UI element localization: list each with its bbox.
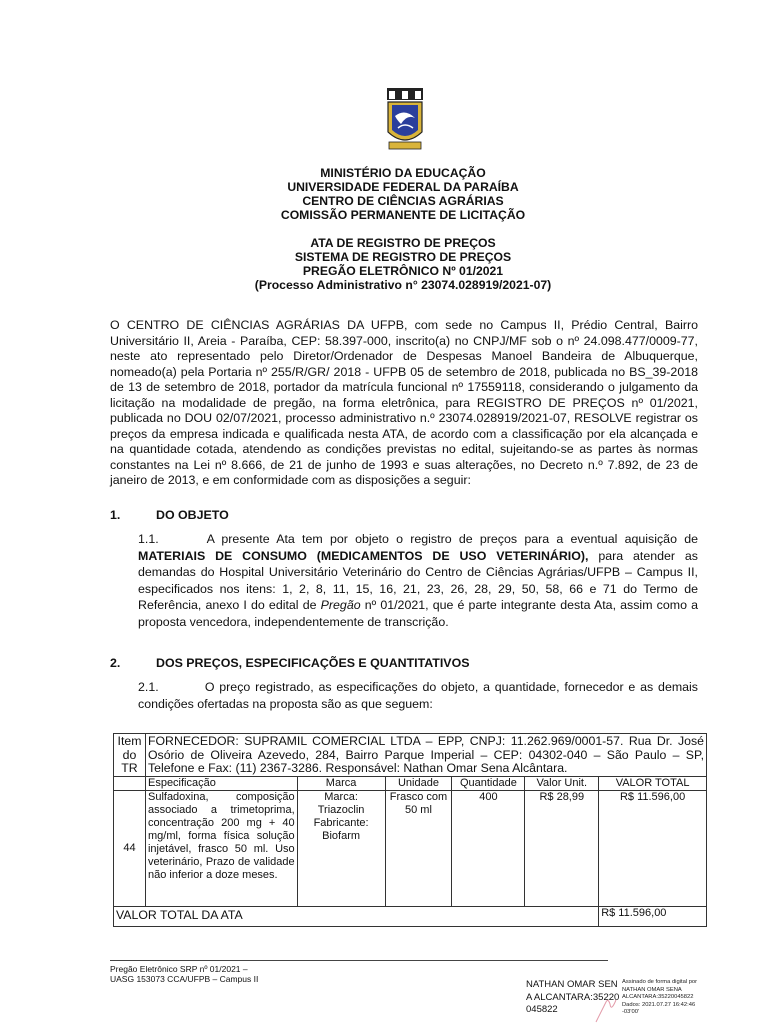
- supplier-row: [114, 734, 707, 777]
- university-crest-logo: [383, 86, 427, 154]
- section-1-1-paragraph: [138, 531, 698, 630]
- grand-total-row: [114, 906, 707, 926]
- row-item-number: 44: [114, 790, 146, 906]
- title-line-ata: ATA DE REGISTRO DE PREÇOS: [310, 236, 496, 250]
- grand-total-label: VALOR TOTAL DA ATA: [114, 906, 599, 926]
- header-university: UNIVERSIDADE FEDERAL DA PARAÍBA: [287, 180, 519, 194]
- intro-paragraph: O CENTRO DE CIÊNCIAS AGRÁRIAS DA UFPB, com sede no Campus II, Prédio Central, Bairro Universitário II, Areia - Paraíba, CEP: 58.397-000, inscrito(a) no CNPJ/MF sob o nº 24.098.477/0009-77, neste ato representado pelo Diretor/Ordenador de Despesas Manoel Bandeira de Albuquerque, nomeado(a) pela Portaria nº 255/R/GR/ 2018 - UFPB 05 de setembro de 2018, publicada no BS_39-2018 de 13 de setembro de 2018, portador da matrícula funcional nº 17559118, considerando o julgamento da licitação na modalidade de pregão, na forma eletrônica, para REGISTRO DE PREÇOS nº 01/2021, publicada no DOU 02/07/2021, processo administrativo n.º 23074.028919/2021-07, RESOLVE registrar os preços da empresa indicada e qualificada nesta ATA, de acordo com a classificação por ela alcançada e na quantidade cotada, atendendo as condições previstas no edital, sujeitando-se as partes às normas constantes na Lei nº 8.666, de 21 de junho de 1993 e suas alterações, no Decreto n.º 7.892, de 23 de janeiro de 2013, e em conformidade com as disposições a seguir:: [110, 318, 698, 487]
- signature-meta-line-2: Dados: 2021.07.27 16:42:46 -03'00': [622, 1001, 696, 1015]
- empty-header-cell: [114, 776, 146, 790]
- row-quantity: 400: [452, 790, 525, 906]
- col-header-unit: Unidade: [385, 776, 452, 790]
- section-2-number: 2.: [110, 656, 121, 670]
- col-header-spec: Especificação: [145, 776, 297, 790]
- footer-divider: [110, 960, 608, 961]
- row-brand: Marca: Triazoclin Fabricante: Biofarm: [297, 790, 385, 906]
- section-2-title: DOS PREÇOS, ESPECIFICAÇÕES E QUANTITATIVOS: [156, 656, 470, 670]
- signature-name: NATHAN OMAR SENA ALCANTARA:35220045822: [526, 979, 620, 1015]
- section-2-heading: [110, 656, 469, 670]
- col-header-quantity: Quantidade: [452, 776, 525, 790]
- row-specification: Sulfadoxina, composição associado a trimetoprima, concentração 200 mg + 40 mg/ml, forma física solução injetável, frasco 50 ml. Uso veterinário, Prazo de validade não inferior a doze meses.: [145, 790, 297, 906]
- footer-line-2: UASG 153073 CCA/UFPB – Campus II: [110, 974, 259, 984]
- clause-2-1-text: O preço registrado, as especificações do objeto, a quantidade, fornecedor e as demais condições ofertadas na proposta são as que seguem:: [138, 680, 698, 711]
- page-footer: [110, 964, 258, 984]
- header-ministry: MINISTÉRIO DA EDUCAÇÃO: [320, 166, 486, 180]
- title-line-processo: (Processo Administrativo n° 23074.028919/2021-07): [254, 278, 552, 292]
- row-total: R$ 11.596,00: [599, 790, 707, 906]
- clause-1-1-text-a: A presente Ata tem por objeto o registro de preços para a eventual aquisição de: [206, 532, 698, 546]
- supplier-cell: FORNECEDOR: SUPRAMIL COMERCIAL LTDA – EPP, CNPJ: 11.262.969/0001-57. Rua Dr. José Osório de Oliveira Azevedo, 284, Bairro Parque Imperial – CEP: 04302-040 – São Paulo – SP, Telefone e Fax: (11) 2367-3286. Responsável: Nathan Omar Sena Alcântara.: [145, 734, 706, 777]
- clause-1-1-text-c: nº 01/2021, que é parte integrante desta Ata, assim como a proposta vencedora, independentemente de transcrição.: [138, 598, 698, 629]
- row-unit: Frasco com 50 ml: [385, 790, 452, 906]
- row-unit-price: R$ 28,99: [525, 790, 599, 906]
- price-table: [113, 733, 707, 927]
- clause-1-1-number: 1.1.: [138, 532, 159, 546]
- col-header-unit-price: Valor Unit.: [525, 776, 599, 790]
- table-row: [114, 790, 707, 906]
- col-header-brand: Marca: [297, 776, 385, 790]
- title-line-sistema: SISTEMA DE REGISTRO DE PREÇOS: [294, 250, 512, 264]
- grand-total-value: R$ 11.596,00: [599, 906, 707, 926]
- signature-mark-icon: [592, 996, 622, 1024]
- signature-metadata: [622, 979, 712, 1017]
- column-header-row: [114, 776, 707, 790]
- section-1-number: 1.: [110, 508, 121, 522]
- document-title: [0, 236, 770, 292]
- clause-1-1-text-b: para atender as demandas do Hospital Universitário Veterinário do Centro de Ciências Agrárias/UFPB – Campus II, especificados nos itens: 1, 2, 8, 11, 15, 16, 21, 23, 26, 28, 29, 50, 58, 66 e 71 do Termo de Referência, anexo I do edital de: [138, 548, 698, 612]
- clause-2-1-number: 2.1.: [138, 680, 159, 694]
- section-1-heading: [110, 508, 229, 522]
- header-center: CENTRO DE CIÊNCIAS AGRÁRIAS: [302, 194, 504, 208]
- item-header-cell: Item do TR: [114, 734, 146, 777]
- section-1-title: DO OBJETO: [156, 508, 229, 522]
- clause-1-1-pregao: Pregão: [320, 598, 361, 612]
- col-header-total: VALOR TOTAL: [599, 776, 707, 790]
- title-line-pregao: PREGÃO ELETRÔNICO Nº 01/2021: [302, 264, 504, 278]
- institution-header: [0, 166, 770, 222]
- section-2-1-paragraph: [138, 679, 698, 712]
- footer-line-1: Pregão Eletrônico SRP nº 01/2021 –: [110, 964, 248, 974]
- header-commission: COMISSÃO PERMANENTE DE LICITAÇÃO: [280, 208, 526, 222]
- signature-meta-line-1: Assinado de forma digital por NATHAN OMAR SENA ALCANTARA:35220045822: [622, 979, 698, 1000]
- clause-1-1-object: MATERIAIS DE CONSUMO (MEDICAMENTOS DE USO VETERINÁRIO),: [138, 548, 589, 563]
